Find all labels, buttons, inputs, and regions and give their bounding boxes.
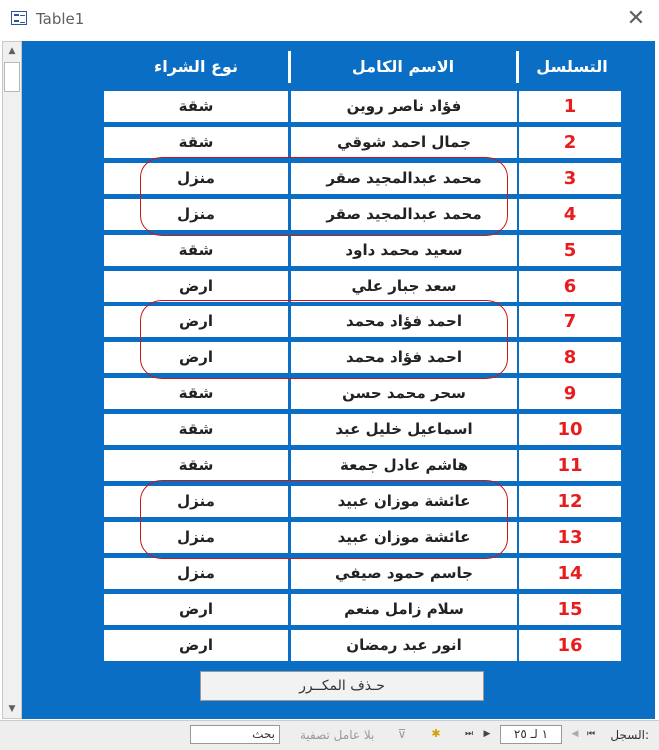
sequence-cell[interactable]: 8 <box>519 342 621 373</box>
header-divider <box>516 51 519 83</box>
purchase-type-cell[interactable]: ارض <box>104 594 288 625</box>
delete-duplicates-button[interactable]: حـذف المكــرر <box>200 671 484 701</box>
full-name-cell[interactable]: سعد جبار علي <box>291 271 517 302</box>
current-record-field[interactable]: ١ لـ ٢٥ <box>500 725 562 744</box>
purchase-type-cell[interactable]: شقة <box>104 91 288 122</box>
purchase-type-cell[interactable]: منزل <box>104 199 288 230</box>
sequence-cell[interactable]: 16 <box>519 630 621 661</box>
sequence-cell[interactable]: 6 <box>519 271 621 302</box>
full-name-cell[interactable]: فؤاد ناصر روين <box>291 91 517 122</box>
scroll-up-icon[interactable]: ▲ <box>8 46 16 56</box>
record-navigation-bar <box>0 720 659 750</box>
full-name-cell[interactable]: انور عبد رمضان <box>291 630 517 661</box>
full-name-cell[interactable]: محمد عبدالمجيد صقر <box>291 163 517 194</box>
full-name-cell[interactable]: اسماعيل خليل عبد <box>291 414 517 445</box>
purchase-type-cell[interactable]: منزل <box>104 163 288 194</box>
purchase-type-cell[interactable]: منزل <box>104 486 288 517</box>
sequence-cell[interactable]: 1 <box>519 91 621 122</box>
purchase-type-cell[interactable]: منزل <box>104 522 288 553</box>
next-record-icon[interactable]: ▶ <box>483 729 491 739</box>
full-name-cell[interactable]: احمد فؤاد محمد <box>291 342 517 373</box>
sequence-cell[interactable]: 4 <box>519 199 621 230</box>
purchase-type-cell[interactable]: شقة <box>104 127 288 158</box>
purchase-type-cell[interactable]: شقة <box>104 235 288 266</box>
purchase-type-cell[interactable]: ارض <box>104 630 288 661</box>
datasheet-icon <box>11 11 27 25</box>
sequence-cell[interactable]: 5 <box>519 235 621 266</box>
header-purchase-type: نوع الشراء <box>154 57 238 76</box>
window-title: Table1 <box>36 10 85 28</box>
new-record-icon[interactable]: ✱ <box>431 727 441 740</box>
full-name-cell[interactable]: عائشة موزان عبيد <box>291 486 517 517</box>
sequence-cell[interactable]: 15 <box>519 594 621 625</box>
filter-status[interactable]: بلا عامل تصفية <box>300 728 375 742</box>
full-name-cell[interactable]: عائشة موزان عبيد <box>291 522 517 553</box>
header-divider <box>288 51 291 83</box>
header-full-name: الاسم الكامل <box>351 57 455 76</box>
scroll-thumb[interactable] <box>4 62 20 92</box>
purchase-type-cell[interactable]: ارض <box>104 306 288 337</box>
full-name-cell[interactable]: هاشم عادل جمعة <box>291 450 517 481</box>
purchase-type-cell[interactable]: ارض <box>104 271 288 302</box>
full-name-cell[interactable]: سحر محمد حسن <box>291 378 517 409</box>
filter-icon[interactable]: ⊽ <box>397 727 407 741</box>
record-label: السجل: <box>610 728 649 742</box>
full-name-cell[interactable]: احمد فؤاد محمد <box>291 306 517 337</box>
full-name-cell[interactable]: سلام زامل منعم <box>291 594 517 625</box>
sequence-cell[interactable]: 9 <box>519 378 621 409</box>
sequence-cell[interactable]: 2 <box>519 127 621 158</box>
form-body <box>22 41 655 719</box>
window-titlebar <box>0 0 659 40</box>
full-name-cell[interactable]: سعيد محمد داود <box>291 235 517 266</box>
search-input[interactable]: بحث <box>190 725 280 744</box>
scroll-down-icon[interactable]: ▼ <box>8 704 16 714</box>
sequence-cell[interactable]: 12 <box>519 486 621 517</box>
sequence-cell[interactable]: 7 <box>519 306 621 337</box>
sequence-cell[interactable]: 11 <box>519 450 621 481</box>
sequence-cell[interactable]: 10 <box>519 414 621 445</box>
sequence-cell[interactable]: 3 <box>519 163 621 194</box>
full-name-cell[interactable]: جمال احمد شوقي <box>291 127 517 158</box>
full-name-cell[interactable]: جاسم حمود صيفي <box>291 558 517 589</box>
close-button[interactable]: ✕ <box>626 6 646 31</box>
purchase-type-cell[interactable]: شقة <box>104 414 288 445</box>
full-name-cell[interactable]: محمد عبدالمجيد صقر <box>291 199 517 230</box>
sequence-cell[interactable]: 13 <box>519 522 621 553</box>
header-sequence: التسلسل <box>536 57 608 76</box>
last-record-icon[interactable]: ⏭ <box>464 729 474 739</box>
purchase-type-cell[interactable]: ارض <box>104 342 288 373</box>
previous-record-icon[interactable]: ◀ <box>571 729 579 739</box>
vertical-scrollbar[interactable] <box>2 41 22 719</box>
first-record-icon[interactable]: ⏮ <box>586 729 596 739</box>
purchase-type-cell[interactable]: منزل <box>104 558 288 589</box>
purchase-type-cell[interactable]: شقة <box>104 450 288 481</box>
sequence-cell[interactable]: 14 <box>519 558 621 589</box>
purchase-type-cell[interactable]: شقة <box>104 378 288 409</box>
